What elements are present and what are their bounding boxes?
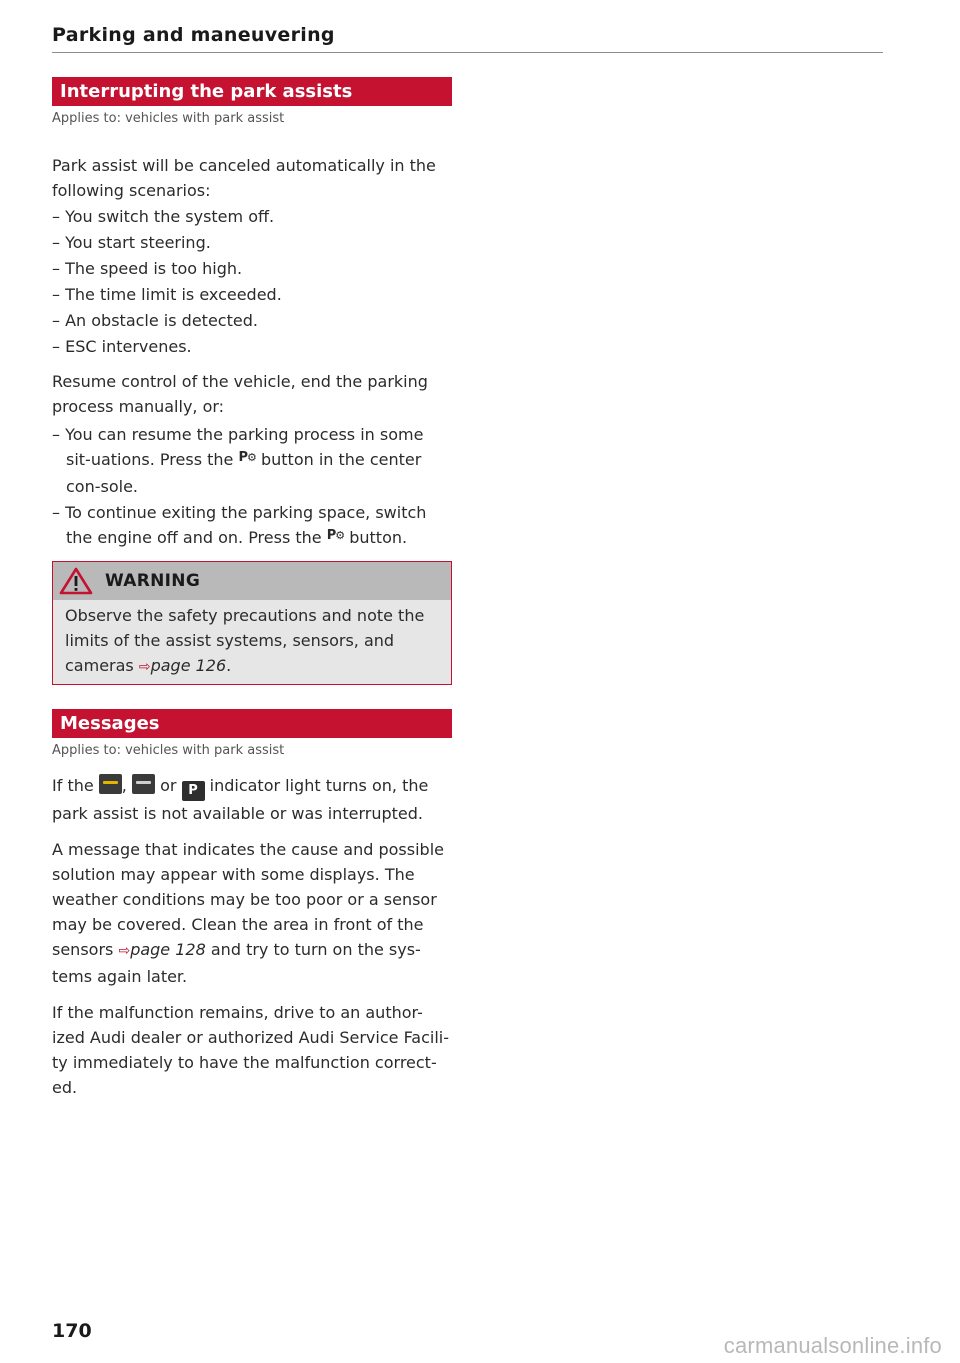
park-assist-button-icon: P⚙ bbox=[326, 528, 345, 543]
resume-list bbox=[52, 422, 452, 552]
list-item: – You switch the system off. bbox=[52, 204, 452, 229]
list-item: – The speed is too high. bbox=[52, 256, 452, 281]
section-messages bbox=[52, 709, 452, 758]
indicator-paragraph: If the , or P indicator light turns on, the park assist is not available or was interrupted. bbox=[52, 776, 429, 823]
park-assist-off-white-icon bbox=[132, 774, 155, 794]
list-item: – You start steering. bbox=[52, 230, 452, 255]
warning-text: Observe the safety precautions and note the limits of the assist systems, sensors, and cameras ⇨page 126. bbox=[65, 606, 425, 675]
page-number: 170 bbox=[52, 1320, 92, 1342]
resume-paragraph: Resume control of the vehicle, end the parking process manually, or: bbox=[52, 372, 428, 416]
page-reference-link[interactable]: page 128 bbox=[130, 940, 206, 959]
intro-paragraph: Park assist will be canceled automatically in the following scenarios: bbox=[52, 156, 436, 200]
park-assist-off-yellow-icon bbox=[99, 774, 122, 794]
malfunction-paragraph: If the malfunction remains, drive to an author-ized Audi dealer or authorized Audi Service Facili-ty immediately to have the malfunction correct-ed. bbox=[52, 1003, 450, 1097]
message-paragraph: A message that indicates the cause and possible solution may appear with some displays. The weather conditions may be too poor or a sensor may be covered. Clean the area in front of the sensors ⇨page 128 and try to turn on the sys-tems again later. bbox=[52, 840, 444, 986]
list-item: – You can resume the parking process in some sit-uations. Press the $^{P⚙}$ button in the center con-sole. bbox=[52, 422, 452, 499]
running-header: Parking and maneuvering bbox=[52, 24, 335, 46]
list-item: – ESC intervenes. bbox=[52, 334, 452, 359]
section-interrupting-body bbox=[52, 153, 452, 553]
reference-arrow-icon: ⇨ bbox=[138, 659, 151, 675]
warning-body bbox=[53, 600, 451, 684]
section-messages-body bbox=[52, 773, 452, 1100]
park-assist-indicator-icon: P bbox=[182, 781, 205, 801]
warning-box bbox=[52, 561, 452, 685]
list-item: – An obstacle is detected. bbox=[52, 308, 452, 333]
warning-triangle-icon bbox=[59, 567, 93, 595]
header-rule bbox=[52, 52, 883, 53]
page-reference-link[interactable]: page 126 bbox=[150, 656, 227, 675]
section-heading: Messages bbox=[52, 709, 452, 738]
applies-to-note: Applies to: vehicles with park assist bbox=[52, 111, 285, 126]
warning-label: WARNING bbox=[105, 571, 201, 591]
section-interrupting bbox=[52, 77, 452, 126]
section-heading: Interrupting the park assists bbox=[52, 77, 452, 106]
park-assist-button-icon: P⚙ bbox=[238, 450, 256, 465]
warning-header bbox=[53, 562, 451, 600]
scenario-list bbox=[52, 204, 452, 359]
list-item: – To continue exiting the parking space, switch the engine off and on. Press the $^{P⚙}$ button. bbox=[52, 500, 452, 552]
watermark: carmanualsonline.info bbox=[723, 1333, 942, 1358]
list-item: – The time limit is exceeded. bbox=[52, 282, 452, 307]
applies-to-note: Applies to: vehicles with park assist bbox=[52, 743, 285, 758]
reference-arrow-icon: ⇨ bbox=[118, 943, 131, 959]
